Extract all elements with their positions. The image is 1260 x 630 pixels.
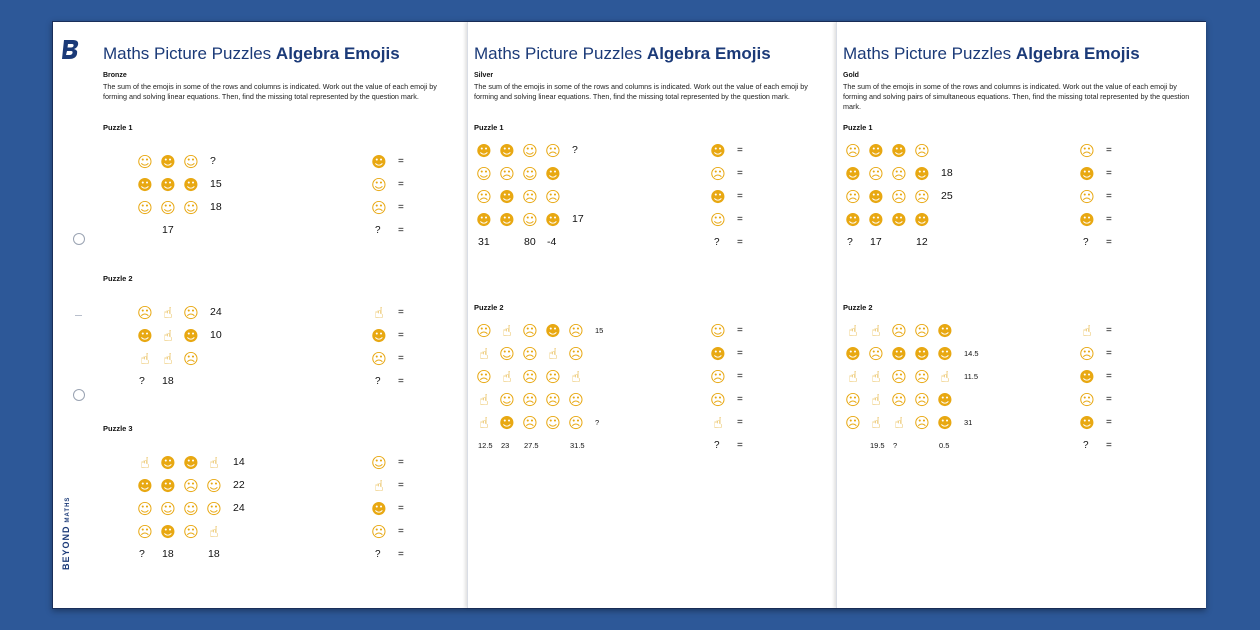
laughing-face-icon: ☻ (476, 211, 492, 229)
slightly-smiling-face-icon: ☺ (206, 500, 222, 518)
laughing-face-icon: ☻ (137, 327, 153, 345)
page-title (474, 44, 771, 64)
laughing-face-icon: ☻ (937, 322, 953, 340)
sad-face-icon: ☹ (891, 188, 907, 206)
grinning-face-icon: ☻ (160, 153, 176, 171)
instructions: The sum of the emojis in some of the rows and columns is indicated. Work out the value of each emoji by forming and solving linear equations. Then, find the missing total represented by the question mark. (474, 82, 808, 101)
equals-sign: = (398, 526, 404, 537)
thumbs-up-icon: ☝ (140, 454, 150, 472)
missing-total-label: ? (375, 376, 381, 387)
thumbs-up-icon: ☝ (479, 391, 489, 409)
equals-sign: = (1106, 237, 1112, 248)
equals-sign: = (398, 376, 404, 387)
sad-face-icon: ☹ (183, 523, 199, 541)
title-bold: Algebra Emojis (1015, 44, 1140, 63)
grinning-face-icon: ☻ (845, 165, 861, 183)
missing-total-label: ? (714, 237, 720, 248)
row-total: 11.5 (964, 372, 979, 381)
laughing-face-icon: ☻ (1079, 211, 1095, 229)
thumbs-up-icon: ☝ (571, 368, 581, 386)
slightly-smiling-face-icon: ☺ (183, 153, 199, 171)
laughing-face-icon: ☻ (183, 327, 199, 345)
column-total: 23 (501, 441, 510, 450)
column-total: ? (847, 236, 853, 248)
equals-sign: = (398, 353, 404, 364)
crying-face-icon: ☹ (183, 350, 199, 368)
thumbs-up-icon: ☝ (374, 304, 384, 322)
level-label: Gold (843, 72, 859, 79)
puzzle-title: Puzzle 2 (474, 303, 504, 312)
sad-face-icon: ☹ (522, 188, 538, 206)
slightly-smiling-face-icon: ☺ (545, 414, 561, 432)
crying-face-icon: ☹ (568, 322, 584, 340)
column-total: ? (139, 548, 145, 560)
crying-face-icon: ☹ (1079, 391, 1095, 409)
page-title (843, 44, 1140, 64)
column-total: -4 (547, 236, 557, 248)
sad-face-icon: ☹ (371, 199, 387, 217)
crying-face-icon: ☹ (710, 165, 726, 183)
equals-sign: = (737, 417, 743, 428)
sad-face-icon: ☹ (891, 368, 907, 386)
column-total: 12 (916, 236, 928, 248)
equals-sign: = (1106, 371, 1112, 382)
equals-sign: = (737, 214, 743, 225)
grinning-face-icon: ☻ (868, 188, 884, 206)
brand-word: BEYOND (61, 525, 71, 570)
row-total: ? (572, 144, 578, 156)
worksheet-sheet (52, 21, 1206, 609)
puzzle-title: Puzzle 1 (843, 123, 873, 132)
sad-face-icon: ☹ (545, 368, 561, 386)
laughing-face-icon: ☻ (371, 327, 387, 345)
sad-face-icon: ☹ (845, 188, 861, 206)
equals-sign: = (737, 168, 743, 179)
binder-hole (73, 389, 85, 401)
column-total: 31 (478, 236, 490, 248)
instructions: The sum of the emojis in some of the rows and columns is indicated. Work out the value of each emoji by forming and solving pairs of simultaneous equations. Then, find the missing total represented by the question mark. (843, 82, 1190, 111)
thumbs-up-icon: ☝ (871, 322, 881, 340)
thumbs-up-icon: ☝ (479, 414, 489, 432)
grinning-face-icon: ☻ (937, 414, 953, 432)
laughing-face-icon: ☻ (914, 345, 930, 363)
row-total: 18 (210, 201, 222, 213)
laughing-face-icon: ☻ (183, 454, 199, 472)
thumbs-up-icon: ☝ (940, 368, 950, 386)
missing-total-label: ? (1083, 440, 1089, 451)
row-total: 22 (233, 479, 245, 491)
slightly-smiling-face-icon: ☺ (710, 322, 726, 340)
missing-total-label: ? (714, 440, 720, 451)
grinning-face-icon: ☻ (710, 188, 726, 206)
equals-sign: = (1106, 145, 1112, 156)
slightly-smiling-face-icon: ☺ (183, 199, 199, 217)
column-total: 80 (524, 236, 536, 248)
laughing-face-icon: ☻ (891, 211, 907, 229)
grinning-face-icon: ☻ (1079, 165, 1095, 183)
column-total: 18 (208, 548, 220, 560)
grinning-face-icon: ☻ (183, 176, 199, 194)
sad-face-icon: ☹ (183, 477, 199, 495)
laughing-face-icon: ☻ (545, 211, 561, 229)
column-total: 12.5 (478, 441, 493, 450)
brand-wordmark (61, 497, 71, 570)
column-total: 27.5 (524, 441, 539, 450)
puzzle-title: Puzzle 1 (103, 123, 133, 132)
crying-face-icon: ☹ (476, 368, 492, 386)
missing-total-label: ? (1083, 237, 1089, 248)
page-bronze (87, 22, 467, 608)
slightly-smiling-face-icon: ☺ (371, 454, 387, 472)
level-label: Silver (474, 72, 494, 79)
thumbs-up-icon: ☝ (163, 350, 173, 368)
crying-face-icon: ☹ (845, 142, 861, 160)
row-total: 14 (233, 456, 245, 468)
grinning-face-icon: ☻ (1079, 414, 1095, 432)
equals-sign: = (1106, 168, 1112, 179)
puzzle-title: Puzzle 1 (474, 123, 504, 132)
crying-face-icon: ☹ (914, 414, 930, 432)
grinning-face-icon: ☻ (371, 153, 387, 171)
crying-face-icon: ☹ (545, 391, 561, 409)
row-total: 18 (941, 167, 953, 179)
row-total: 25 (941, 190, 953, 202)
slightly-smiling-face-icon: ☺ (522, 142, 538, 160)
sad-face-icon: ☹ (568, 391, 584, 409)
thumbs-up-icon: ☝ (209, 454, 219, 472)
crying-face-icon: ☹ (137, 304, 153, 322)
thumbs-up-icon: ☝ (163, 327, 173, 345)
crying-face-icon: ☹ (545, 188, 561, 206)
title-main: Maths Picture Puzzles (843, 44, 1012, 63)
laughing-face-icon: ☻ (160, 523, 176, 541)
page-silver (467, 22, 837, 608)
row-total: 31 (964, 418, 973, 427)
crying-face-icon: ☹ (891, 165, 907, 183)
binder-hole (73, 233, 85, 245)
sad-face-icon: ☹ (710, 391, 726, 409)
page-gold (836, 22, 1206, 608)
crying-face-icon: ☹ (868, 165, 884, 183)
equals-sign: = (398, 225, 404, 236)
crying-face-icon: ☹ (891, 322, 907, 340)
thumbs-up-icon: ☝ (140, 350, 150, 368)
equals-sign: = (398, 480, 404, 491)
equals-sign: = (398, 549, 404, 560)
crying-face-icon: ☹ (1079, 142, 1095, 160)
sad-face-icon: ☹ (914, 391, 930, 409)
crying-face-icon: ☹ (845, 414, 861, 432)
laughing-face-icon: ☻ (160, 477, 176, 495)
instructions: The sum of the emojis in some of the rows and columns is indicated. Work out the value of each emoji by forming and solving linear equations. Then, find the missing total represented by the question mark. (103, 82, 437, 101)
equals-sign: = (1106, 417, 1112, 428)
slightly-smiling-face-icon: ☺ (137, 500, 153, 518)
sad-face-icon: ☹ (1079, 345, 1095, 363)
equals-sign: = (398, 307, 404, 318)
column-total: ? (893, 441, 898, 450)
crying-face-icon: ☹ (522, 322, 538, 340)
grinning-face-icon: ☻ (545, 322, 561, 340)
sad-face-icon: ☹ (868, 345, 884, 363)
crying-face-icon: ☹ (476, 322, 492, 340)
crying-face-icon: ☹ (545, 142, 561, 160)
column-total: ? (139, 375, 145, 387)
slightly-smiling-face-icon: ☺ (522, 211, 538, 229)
puzzle-title: Puzzle 2 (843, 303, 873, 312)
grinning-face-icon: ☻ (710, 345, 726, 363)
title-main: Maths Picture Puzzles (103, 44, 272, 63)
missing-total-label: ? (375, 549, 381, 560)
binder-margin (53, 22, 88, 608)
slightly-smiling-face-icon: ☺ (137, 153, 153, 171)
slightly-smiling-face-icon: ☺ (499, 391, 515, 409)
row-total: 10 (210, 329, 222, 341)
sad-face-icon: ☹ (137, 523, 153, 541)
title-bold: Algebra Emojis (275, 44, 400, 63)
thumbs-up-icon: ☝ (871, 368, 881, 386)
grinning-face-icon: ☻ (868, 142, 884, 160)
crying-face-icon: ☹ (522, 345, 538, 363)
slightly-smiling-face-icon: ☺ (206, 477, 222, 495)
equals-sign: = (1106, 394, 1112, 405)
grinning-face-icon: ☻ (499, 414, 515, 432)
laughing-face-icon: ☻ (499, 142, 515, 160)
equals-sign: = (1106, 440, 1112, 451)
slightly-smiling-face-icon: ☺ (160, 199, 176, 217)
laughing-face-icon: ☻ (499, 188, 515, 206)
sad-face-icon: ☹ (499, 165, 515, 183)
slightly-smiling-face-icon: ☺ (499, 345, 515, 363)
column-total: 17 (162, 224, 174, 236)
grinning-face-icon: ☻ (914, 165, 930, 183)
crying-face-icon: ☹ (522, 368, 538, 386)
laughing-face-icon: ☻ (891, 345, 907, 363)
slightly-smiling-face-icon: ☺ (137, 199, 153, 217)
slightly-smiling-face-icon: ☺ (710, 211, 726, 229)
missing-total-label: ? (375, 225, 381, 236)
row-total: 15 (210, 178, 222, 190)
thumbs-up-icon: ☝ (871, 414, 881, 432)
laughing-face-icon: ☻ (845, 211, 861, 229)
equals-sign: = (737, 348, 743, 359)
slightly-smiling-face-icon: ☺ (371, 176, 387, 194)
row-total: 24 (233, 502, 245, 514)
row-total: 14.5 (964, 349, 979, 358)
thumbs-up-icon: ☝ (479, 345, 489, 363)
equals-sign: = (737, 394, 743, 405)
sad-face-icon: ☹ (891, 391, 907, 409)
thumbs-up-icon: ☝ (848, 322, 858, 340)
grinning-face-icon: ☻ (891, 142, 907, 160)
column-total: 18 (162, 548, 174, 560)
crying-face-icon: ☹ (710, 368, 726, 386)
thumbs-up-icon: ☝ (548, 345, 558, 363)
crying-face-icon: ☹ (914, 142, 930, 160)
equals-sign: = (737, 325, 743, 336)
crying-face-icon: ☹ (183, 304, 199, 322)
row-total: 17 (572, 213, 584, 225)
equals-sign: = (1106, 214, 1112, 225)
laughing-face-icon: ☻ (710, 142, 726, 160)
row-total: ? (595, 418, 600, 427)
laughing-face-icon: ☻ (499, 211, 515, 229)
thumbs-up-icon: ☝ (209, 523, 219, 541)
equals-sign: = (737, 440, 743, 451)
slightly-smiling-face-icon: ☺ (160, 500, 176, 518)
crying-face-icon: ☹ (522, 414, 538, 432)
puzzle-title: Puzzle 2 (103, 274, 133, 283)
sad-face-icon: ☹ (568, 414, 584, 432)
crying-face-icon: ☹ (914, 322, 930, 340)
laughing-face-icon: ☻ (137, 477, 153, 495)
laughing-face-icon: ☻ (914, 211, 930, 229)
equals-sign: = (398, 457, 404, 468)
level-label: Bronze (103, 72, 127, 79)
crying-face-icon: ☹ (371, 350, 387, 368)
beyond-logo-icon (61, 38, 81, 60)
grinning-face-icon: ☻ (160, 176, 176, 194)
thumbs-up-icon: ☝ (871, 391, 881, 409)
thumbs-up-icon: ☝ (894, 414, 904, 432)
sad-face-icon: ☹ (568, 345, 584, 363)
row-total: ? (210, 155, 216, 167)
slightly-smiling-face-icon: ☺ (476, 165, 492, 183)
laughing-face-icon: ☻ (160, 454, 176, 472)
thumbs-up-icon: ☝ (713, 414, 723, 432)
title-bold: Algebra Emojis (646, 44, 771, 63)
equals-sign: = (737, 371, 743, 382)
laughing-face-icon: ☻ (845, 345, 861, 363)
thumbs-up-icon: ☝ (163, 304, 173, 322)
equals-sign: = (398, 156, 404, 167)
thumbs-up-icon: ☝ (848, 368, 858, 386)
brand-sub: MATHS (65, 496, 71, 523)
grinning-face-icon: ☻ (476, 142, 492, 160)
laughing-face-icon: ☻ (1079, 368, 1095, 386)
slightly-smiling-face-icon: ☺ (183, 500, 199, 518)
slightly-smiling-face-icon: ☺ (522, 165, 538, 183)
equals-sign: = (1106, 348, 1112, 359)
column-total: 17 (870, 236, 882, 248)
thumbs-up-icon: ☝ (502, 368, 512, 386)
sad-face-icon: ☹ (476, 188, 492, 206)
sad-face-icon: ☹ (845, 391, 861, 409)
grinning-face-icon: ☻ (937, 391, 953, 409)
sad-face-icon: ☹ (914, 368, 930, 386)
column-total: 31.5 (570, 441, 585, 450)
column-total: 18 (162, 375, 174, 387)
crying-face-icon: ☹ (914, 188, 930, 206)
fold-mark (75, 315, 82, 316)
column-total: 0.5 (939, 441, 950, 450)
row-total: 24 (210, 306, 222, 318)
equals-sign: = (398, 503, 404, 514)
grinning-face-icon: ☻ (545, 165, 561, 183)
equals-sign: = (737, 237, 743, 248)
equals-sign: = (737, 145, 743, 156)
title-main: Maths Picture Puzzles (474, 44, 643, 63)
equals-sign: = (398, 202, 404, 213)
grinning-face-icon: ☻ (137, 176, 153, 194)
equals-sign: = (737, 191, 743, 202)
grinning-face-icon: ☻ (937, 345, 953, 363)
sad-face-icon: ☹ (1079, 188, 1095, 206)
equals-sign: = (398, 179, 404, 190)
sad-face-icon: ☹ (371, 523, 387, 541)
puzzle-title: Puzzle 3 (103, 424, 133, 433)
laughing-face-icon: ☻ (371, 500, 387, 518)
thumbs-up-icon: ☝ (1082, 322, 1092, 340)
crying-face-icon: ☹ (522, 391, 538, 409)
equals-sign: = (1106, 325, 1112, 336)
equals-sign: = (398, 330, 404, 341)
thumbs-up-icon: ☝ (502, 322, 512, 340)
equals-sign: = (1106, 191, 1112, 202)
grinning-face-icon: ☻ (868, 211, 884, 229)
column-total: 19.5 (870, 441, 885, 450)
thumbs-up-icon: ☝ (374, 477, 384, 495)
row-total: 15 (595, 326, 604, 335)
page-title (103, 44, 400, 64)
